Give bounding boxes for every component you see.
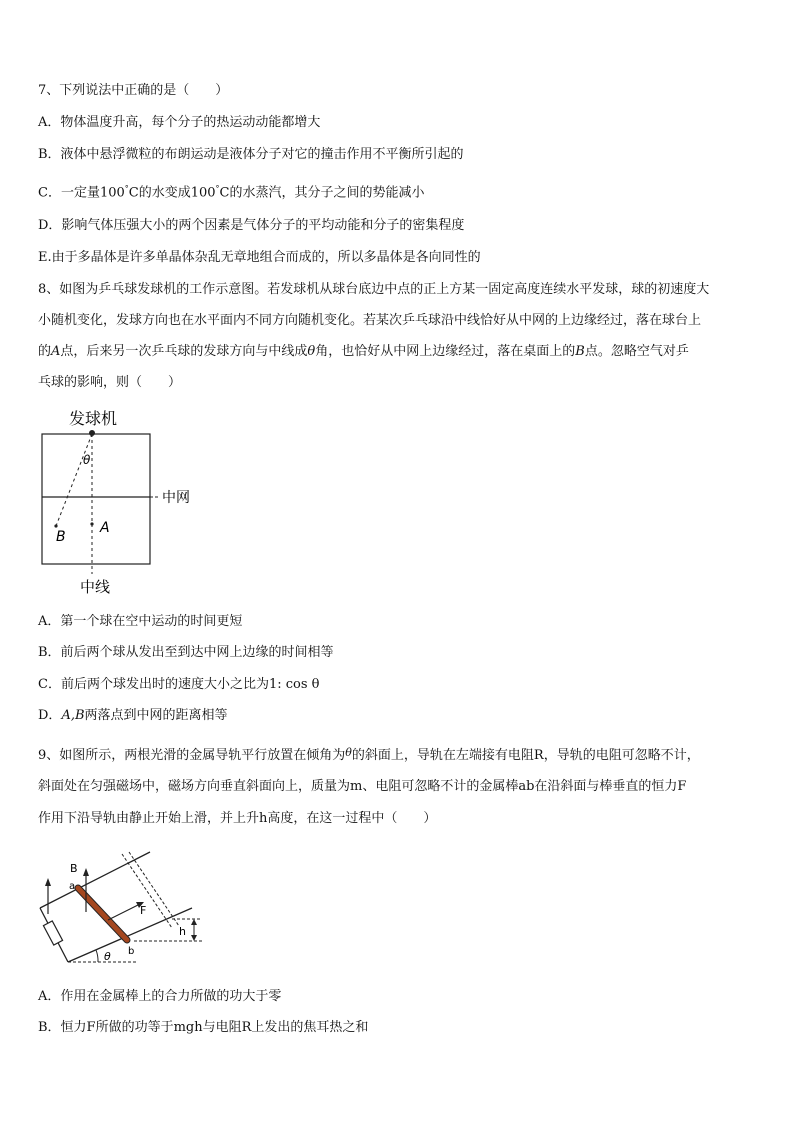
resistor (43, 921, 62, 945)
q7-stem: 7、下列说法中正确的是（ ） (38, 83, 229, 98)
rod-end-b-label: b (128, 946, 135, 957)
q9-theta-ref: θ (345, 746, 352, 759)
net-label: 中网 (162, 490, 190, 506)
serving-machine-dot (89, 430, 95, 436)
q9-line2: 斜面处在匀强磁场中，磁场方向垂直斜面向上，质量为m、电阻可忽略不计的金属棒ab在沿斜面与棒垂直的恒力F (38, 779, 687, 794)
q7-c-mid: C的水变成100 (128, 185, 216, 201)
q8-c-formula: 1: cos θ (268, 677, 320, 692)
dashed-rod-1 (122, 854, 172, 928)
b-arrow-head-icon (45, 878, 51, 886)
q8-line2: 小随机变化，发球方向也在水平面内不同方向随机变化。若某次乒乓球沿中线恰好从中网的上边缘经过，落在球台上 (38, 313, 702, 328)
b-arrow-head-icon (83, 868, 89, 876)
q9-line1 (38, 745, 700, 764)
point-a-label: A (100, 520, 110, 536)
q8-option-b: B．前后两个球从发出至到达中网上边缘的时间相等 (38, 645, 334, 660)
height-arrow-down-icon (191, 935, 197, 941)
q8-text: 点，后来另一次乒乓球的发球方向与中线成 (60, 344, 308, 359)
q7-option-a: A．物体温度升高，每个分子的热运动动能都增大 (38, 115, 321, 130)
q8-text: 角，也恰好从中网上边缘经过，落在桌面上的 (315, 344, 576, 359)
q8-figure (36, 402, 206, 598)
q8-point-a-ref: A (51, 344, 61, 359)
q8-theta-ref: θ (307, 344, 316, 359)
q9-option-b: B．恒力F所做的功等于mgh与电阻R上发出的焦耳热之和 (38, 1020, 369, 1035)
q7-option-e: E.由于多晶体是许多单晶体杂乱无章地组合而成的，所以多晶体是各向同性的 (38, 250, 481, 265)
q8-d-text: 两落点到中网的距离相等 (84, 708, 228, 723)
angle-label: θ (104, 950, 111, 963)
q7-c-pre: C．一定量100 (38, 185, 125, 201)
upper-rail (40, 852, 150, 908)
degree-sign: ° (215, 184, 220, 193)
degree-sign: ° (124, 184, 129, 193)
angle-theta-label: θ (83, 453, 91, 467)
center-line-label: 中线 (80, 578, 111, 596)
q8-line1: 8、如图为乒乓球发球机的工作示意图。若发球机从球台底边中点的正上方某一固定高度连续水平发球，球的初速度大 (38, 282, 710, 297)
q8-text: 的 (38, 344, 52, 359)
q9-text: 9、如图所示，两根光滑的金属导轨平行放置在倾角为 (38, 748, 346, 763)
q7-c-post: C的水蒸汽，其分子之间的势能减小 (219, 185, 425, 201)
force-label: F (140, 904, 147, 917)
q7-option-c (38, 181, 424, 201)
height-arrow-up-icon (191, 919, 197, 925)
q7-option-d: D．影响气体压强大小的两个因素是气体分子的平均动能和分子的密集程度 (38, 218, 465, 233)
q8-text: 点。忽略空气对乒 (584, 344, 689, 359)
q8-point-b-ref: B (575, 344, 585, 359)
q7-option-b: B．液体中悬浮微粒的布朗运动是液体分子对它的撞击作用不平衡所引起的 (38, 147, 464, 162)
machine-label: 发球机 (69, 409, 118, 428)
q8-d-points: A,B (61, 708, 85, 723)
q8-option-a: A．第一个球在空中运动的时间更短 (38, 614, 243, 629)
q8-line3 (38, 344, 689, 360)
q8-c-text: C．前后两个球发出时的速度大小之比为 (38, 677, 269, 692)
q8-option-c (38, 677, 319, 693)
point-b-dot (54, 524, 57, 527)
ball-b-path (56, 434, 92, 526)
rod-end-a-label: a (69, 881, 76, 892)
point-a-dot (90, 522, 93, 525)
dashed-rod-2 (129, 852, 179, 926)
angle-arc (96, 950, 98, 962)
q8-line4: 乓球的影响，则（ ） (38, 375, 182, 390)
b-field-label: B (70, 862, 78, 875)
q9-option-a: A．作用在金属棒上的合力所做的功大于零 (38, 989, 282, 1004)
q8-option-d (38, 708, 228, 724)
point-b-label: B (56, 529, 66, 545)
q9-line3: 作用下沿导轨由静止开始上滑，并上升h高度，在这一过程中（ ） (38, 811, 437, 826)
q8-d-text: D． (38, 708, 62, 723)
q9-text: 的斜面上，导轨在左端接有电阻R，导轨的电阻可忽略不计， (351, 748, 700, 763)
q9-figure (36, 850, 216, 972)
force-arrow-shaft (108, 904, 140, 920)
height-label: h (179, 925, 186, 938)
